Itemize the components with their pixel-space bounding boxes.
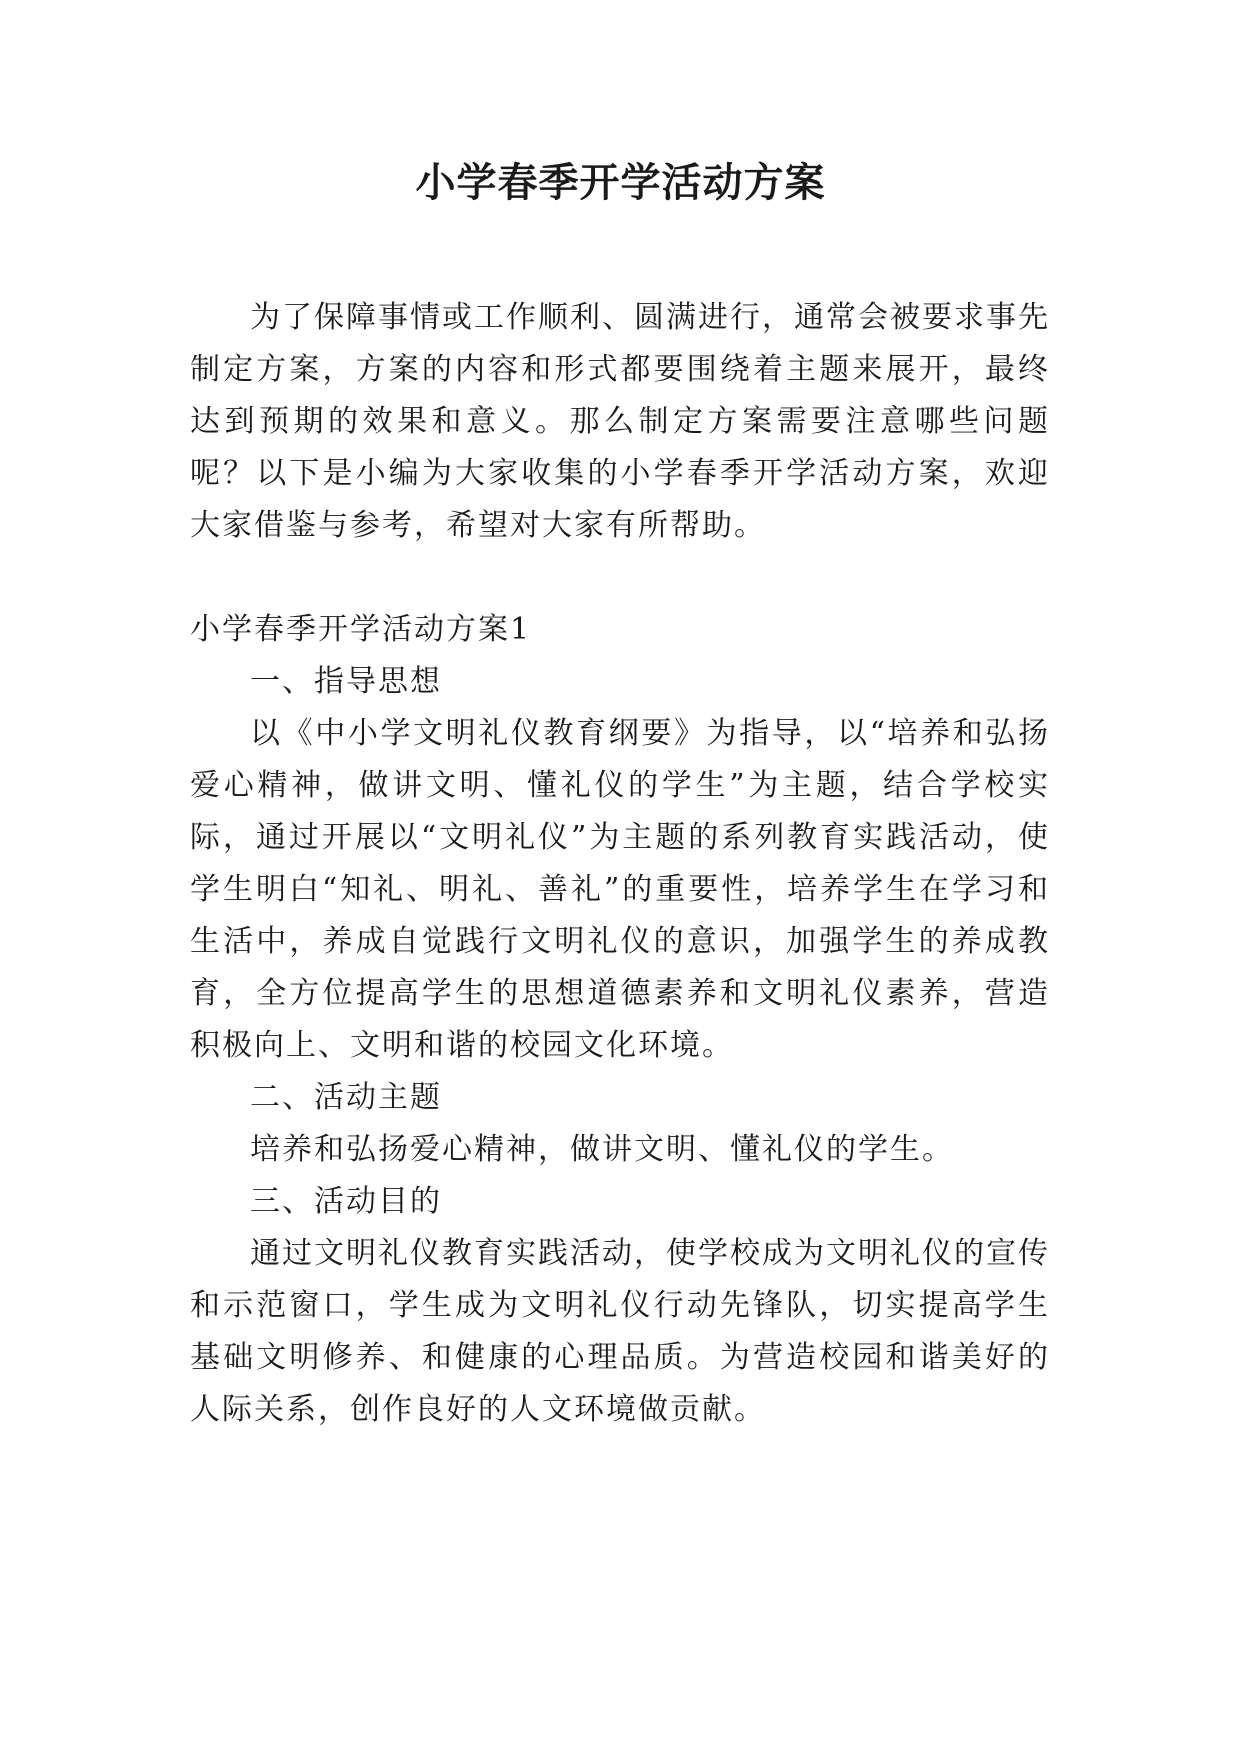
part1-paragraph: 以《中小学文明礼仪教育纲要》为指导，以“培养和弘扬爱心精神，做讲文明、懂礼仪的学生”为主题，结合学校实际，通过开展以“文明礼仪”为主题的系列教育实践活动，使学生明白“知礼、明礼、善礼”的重要性，培养学生在学习和生活中，养成自觉践行文明礼仪的意识，加强学生的养成教育，全方位提高学生的思想道德素养和文明礼仪素养，营造积极向上、文明和谐的校园文化环境。: [190, 716, 1050, 1063]
intro-paragraph: 为了保障事情或工作顺利、圆满进行，通常会被要求事先制定方案，方案的内容和形式都要围绕着主题来展开，最终达到预期的效果和意义。那么制定方案需要注意哪些问题呢？以下是小编为大家收集的小学春季开学活动方案，欢迎大家借鉴与参考，希望对大家有所帮助。: [190, 300, 1050, 543]
part2-heading: 二、活动主题: [250, 1080, 442, 1115]
document-body: [190, 292, 1050, 1436]
part3-heading: 三、活动目的: [250, 1184, 442, 1219]
document-title: 小学春季开学活动方案: [415, 159, 826, 206]
paragraph-gap: [190, 552, 1050, 604]
part3-paragraph: 通过文明礼仪教育实践活动，使学校成为文明礼仪的宣传和示范窗口，学生成为文明礼仪行动先锋队，切实提高学生基础文明修养、和健康的心理品质。为营造校园和谐美好的人际关系，创作良好的人文环境做贡献。: [190, 1236, 1050, 1427]
part2-paragraph: 培养和弘扬爱心精神，做讲文明、懂礼仪的学生。: [250, 1132, 954, 1167]
section-heading: 小学春季开学活动方案1: [190, 612, 532, 647]
part1-heading: 一、指导思想: [250, 664, 442, 699]
